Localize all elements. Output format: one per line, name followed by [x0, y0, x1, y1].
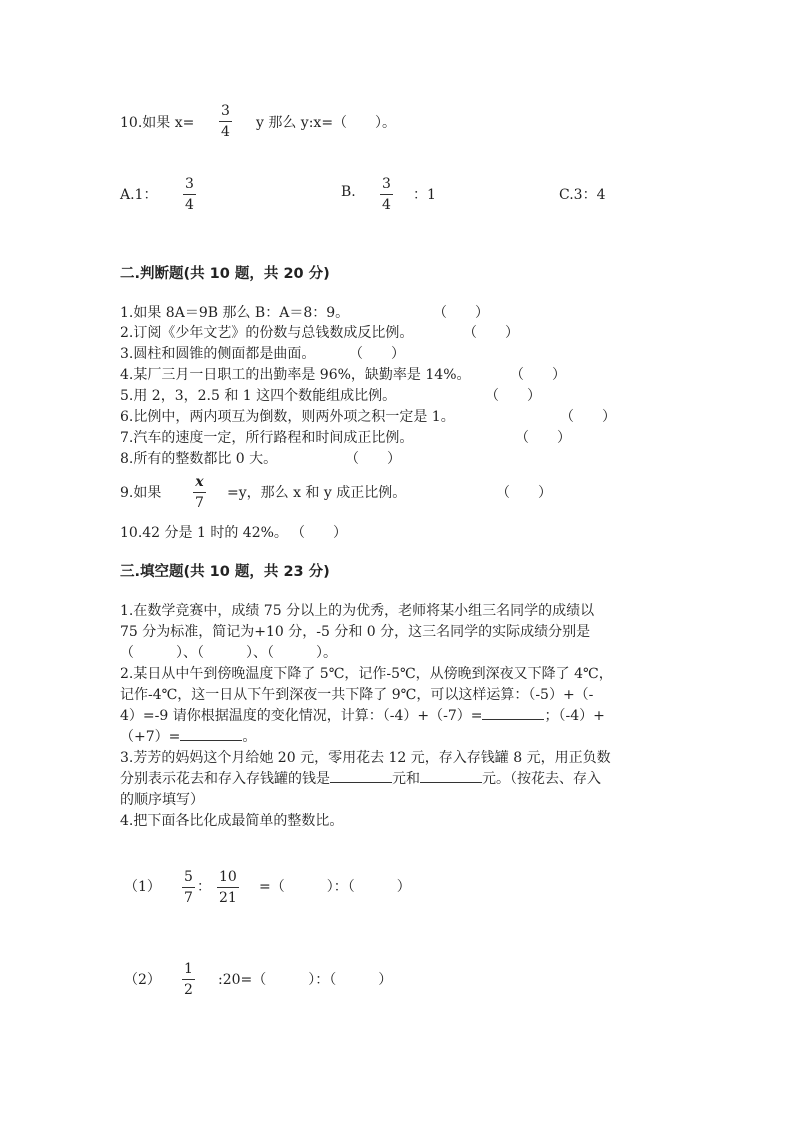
fill-item-3-line-2-tail: 元。（按花去、存入: [482, 771, 601, 787]
q10-option-a-fraction: [183, 177, 196, 212]
judge-item-10: 10.42 分是 1 时的 42%。: [120, 525, 288, 541]
judge-item-7-paren: （ ）: [515, 430, 571, 446]
sub-item-2-ratio: :20=（ ）：（ ）: [218, 972, 393, 988]
judge-item-1-paren: （ ）: [433, 305, 489, 321]
fill-item-2-line-4-tail: 。: [242, 729, 257, 745]
section2-title: 二.判断题(共 10 题，共 20 分): [120, 266, 330, 282]
sub-item-2-label: （2）: [124, 972, 161, 988]
judge-item-3-paren: （ ）: [349, 346, 405, 362]
sub-item-1-label: （1）: [124, 879, 161, 895]
q10-option-a: A.1：: [120, 187, 158, 203]
answer-blank[interactable]: [330, 770, 392, 783]
fraction-numerator: 3: [221, 103, 230, 119]
q10-option-b: B.: [341, 184, 356, 200]
q10-option-c: C.3：4: [559, 187, 606, 203]
judge-item-5: 5.用 2，3，2.5 和 1 这四个数能组成比例。: [120, 388, 397, 404]
q10-option-b-fraction: [380, 177, 393, 212]
judge-item-2-paren: （ ）: [463, 325, 519, 341]
judge-item-6: 6.比例中，两内项互为倒数，则两外项之积一定是 1。: [120, 409, 455, 425]
fill-item-2-line-3: [120, 705, 605, 725]
fraction-denominator: 7: [193, 492, 206, 510]
fill-item-2-line-3-tail: ；（-4）+: [544, 708, 605, 724]
q10-suffix: y 那么 y:x=（ ）。: [256, 115, 397, 131]
judge-item-9-suffix: =y，那么 x 和 y 成正比例。: [227, 485, 407, 501]
fraction-denominator: 2: [182, 979, 195, 997]
judge-item-10-paren: （ ）: [291, 525, 347, 541]
fill-item-3-line-3: 的顺序填写）: [120, 792, 204, 808]
judge-item-9-paren: （ ）: [496, 485, 552, 501]
fraction-numerator: 3: [185, 176, 194, 192]
judge-item-2: 2.订阅《少年文艺》的份数与总钱数成反比例。: [120, 325, 414, 341]
judge-item-9-prefix: 9.如果: [120, 485, 162, 501]
fill-item-2-line-2: 记作-4℃，这一日从下午到深夜一共下降了 9℃，可以这样运算：（-5）+（-: [120, 687, 594, 703]
fraction-denominator: 7: [182, 887, 195, 905]
q10-prefix: 10.如果 x=: [120, 115, 195, 131]
fraction-denominator: 4: [219, 121, 232, 139]
section3-title: 三.填空题(共 10 题，共 23 分): [120, 564, 330, 580]
sub-item-1-ratio: =（ ）：（ ）: [259, 879, 411, 895]
q10-fraction: [219, 104, 232, 139]
answer-blank[interactable]: [420, 770, 482, 783]
judge-item-6-paren: （ ）: [560, 409, 616, 425]
fraction-numerator: 10: [219, 869, 237, 885]
q10-option-b-suffix: ：1: [413, 187, 436, 203]
sub-item-1-colon: ：: [197, 879, 211, 895]
judge-item-3: 3.圆柱和圆锥的侧面都是曲面。: [120, 346, 316, 362]
fill-item-1-line-2: 75 分为标准，简记为+10 分，-5 分和 0 分，这三名同学的实际成绩分别是: [120, 624, 591, 640]
fraction-numerator: 3: [382, 176, 391, 192]
fill-item-2-line-4-text: （+7）=: [120, 729, 181, 745]
fraction-denominator: 4: [380, 194, 393, 212]
fraction-numerator: 5: [184, 869, 193, 885]
answer-blank[interactable]: [180, 728, 242, 741]
fill-item-4: 4.把下面各比化成最简单的整数比。: [120, 813, 344, 829]
sub-item-2-fraction: [182, 962, 195, 997]
judge-item-5-paren: （ ）: [485, 388, 541, 404]
fraction-denominator: 4: [183, 194, 196, 212]
judge-item-8-paren: （ ）: [345, 451, 401, 467]
fill-item-1-line-3: （ ）、（ ）、（ ）。: [120, 645, 337, 661]
sub-item-1-fraction-1: [182, 870, 195, 905]
fill-item-3-line-2-text: 分别表示花去和存入存钱罐的钱是: [120, 771, 330, 787]
fill-item-2-line-1: 2.某日从中午到傍晚温度下降了 5℃，记作-5℃，从傍晚到深夜又下降了 4℃，: [120, 666, 613, 682]
fill-item-3-line-1: 3.芳芳的妈妈这个月给她 20 元，零用花去 12 元，存入存钱罐 8 元，用正负数: [120, 750, 611, 766]
fill-item-3-line-2-mid: 元和: [392, 771, 420, 787]
fraction-denominator: 21: [217, 887, 239, 905]
fill-item-1-line-1: 1.在数学竞赛中，成绩 75 分以上的为优秀，老师将某小组三名同学的成绩以: [120, 603, 595, 619]
fill-item-2-line-4: [120, 726, 256, 746]
judge-item-9-fraction: [193, 475, 206, 510]
fill-item-2-line-3-text: 4）=-9 请你根据温度的变化情况，计算：（-4）+（-7）=: [120, 708, 483, 724]
judge-item-8: 8.所有的整数都比 0 大。: [120, 451, 278, 467]
answer-blank[interactable]: [482, 707, 544, 720]
fraction-numerator: x: [195, 474, 204, 490]
fill-item-3-line-2: [120, 768, 601, 788]
judge-item-7: 7.汽车的速度一定，所行路程和时间成正比例。: [120, 430, 414, 446]
judge-item-1: 1.如果 8A＝9B 那么 B：A＝8：9。: [120, 305, 350, 321]
fraction-numerator: 1: [184, 961, 193, 977]
judge-item-4: 4.某厂三月一日职工的出勤率是 96%，缺勤率是 14%。: [120, 367, 471, 383]
sub-item-1-fraction-2: [217, 870, 239, 905]
judge-item-4-paren: （ ）: [510, 367, 566, 383]
